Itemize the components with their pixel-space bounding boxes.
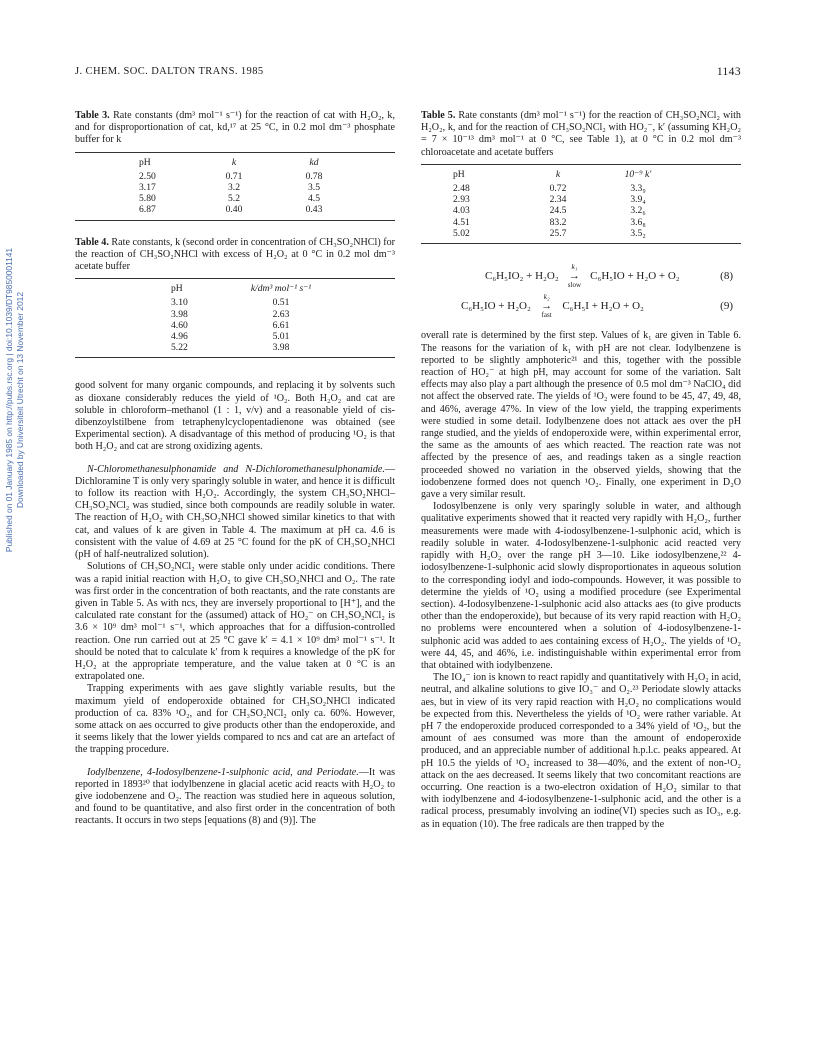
table5-top-rule	[421, 164, 741, 165]
table5-cell: 5.02	[453, 227, 470, 239]
table5-block	[421, 110, 741, 244]
table5-cell: 2.93	[453, 194, 470, 206]
table5-row	[453, 183, 683, 194]
table4-cell: 3.10	[171, 297, 188, 309]
table5-row	[453, 217, 683, 228]
table4-label: Table 4.	[75, 236, 109, 248]
right-paragraph-1: overall rate is determined by the first step. Values of k₁ are given in Table 6. The reasons for the variation of k₁ with pH are not clear. Iodylbenzene is reported to be slightly amphoteric²¹ and this, together with the possible reaction of HO₂⁻ at high pH, may account for some of the variation. Salt effects may also play a part although the presence of 0.5 mol dm⁻³ NaClO₄ did not affect the observed rate. The yields of ¹O₂ were found to be 45, 47, 49, 48, and 46%, average 47%. In view of the low yield, the trapping experiments were studied in some detail. Iodylbenzene does not attack aes over the pH range studied, and the yields of endoperoxide were, within experimental error, the same as the amounts of aes which reacted. The reaction rate was not affected by the presence of aes, and readings taken as a single reaction proceeded showed no variation in the observed yields, showing that the iodobenzene formed does not quench ¹O₂. Finally, one experiment in D₂O gave a very similar result.	[421, 330, 741, 501]
table4-cell: 3.98	[171, 308, 188, 320]
table3-top-rule	[75, 152, 395, 153]
table3-row	[139, 204, 359, 215]
table5-header-0: pH	[453, 168, 465, 180]
table4-header-0: pH	[171, 283, 183, 295]
right-paragraph-3: The IO₄⁻ ion is known to react rapidly and quantitatively with H₂O₂ in acid, neutral, and alkaline solutions to give IO₃⁻ and O₂.²³ Periodate slowly attacks aes, but in view of its very rapid reaction with H₂O₂ no complications would be expected from this. Nevertheless the yields of ¹O₂ were rather variable. At pH 7 the endoperoxide produced corresponded to a 34% yield of ¹O₂, but the amount of aes consumed was more than the amount of endoperoxide produced, and an appreciable number of additional h.p.l.c. peaks appeared. At pH 10.5 the yields of ¹O₂ increased to 38—40%, and the extent of non-¹O₂ attack on the aes decreased. It seems likely that two concomitant reactions are occurring. One reaction is a two-electron oxidation of H₂O₂ similar to that with iodylbenzene and 4-iodosylbenzene-1-sulphonic acid, and the other is a radical process, presumably involving an iodine(VI) species such as IO₃, e.g. as in equation (10). The free radicals are then trapped by the	[421, 672, 741, 830]
table4-row	[171, 331, 321, 342]
page-header	[75, 66, 741, 80]
equation-9: C₆H₅IO + H₂O₂ → k₂ fast C₆H₅I + H₂O + O₂ (9)	[461, 292, 733, 320]
section-heading-sulphonamide: N-Chloromethanesulphonamide and N-Dichloromethanesulphonamide.	[87, 463, 385, 475]
right-column	[421, 110, 741, 831]
table5-row	[453, 194, 683, 205]
left-paragraph-4: Trapping experiments with aes gave slightly variable results, but the maximum yield of endoperoxide obtained for CH₃SO₂NHCl indicated production of ca. 83% ¹O₂, and for CH₃SO₂NCl₂ only ca. 60%. However, some attack on aes occurred to give products other than the endoperoxide, and it seems likely that the lower yields compared to ncs and cat are an artefact of the trapping procedure.	[75, 683, 395, 756]
table4-cell: 4.96	[171, 331, 188, 343]
table3-row	[139, 193, 359, 204]
table5-cell: 3.5₂	[630, 227, 646, 239]
side-link-published[interactable]: Published on 01 January 1985 on http://pubs.rsc.org | doi:10.1039/DT9850001141	[4, 247, 14, 553]
table5-header-2: 10⁻⁹ k′	[624, 168, 652, 180]
equation-8-number: (8)	[720, 270, 733, 283]
left-column	[75, 110, 395, 828]
table5-cell: 4.51	[453, 216, 470, 228]
left-paragraph-3: Solutions of CH₃SO₂NCl₂ were stable only under acidic conditions. There was a rapid initial reaction with H₂O₂ to give CH₃SO₂NHCl and O₂. The rate was first order in the concentration of both reactants, and the rate constants are given in Table 5. As with ncs, they are inversely proportional to [H⁺], and the calculated rate constant for the (assumed) attack of HO₂⁻ on CH₃SO₂NCl₂ is 3.6 × 10⁹ dm³ mol⁻¹ s⁻¹, which approaches that for a diffusion-controlled reaction. One run carried out at 25 °C gave k′ = 4.1 × 10⁹ dm³ mol⁻¹ s⁻¹. It should be noted that to calculate k′ from k requires a knowledge of the pK for H₂O₂ at the appropriate temperature, and the value taken at 0 °C is an extrapolated one.	[75, 561, 395, 683]
table3-cell: 4.5	[308, 193, 320, 205]
table3-cell: 5.2	[228, 193, 240, 205]
table3-cell: 5.80	[139, 193, 156, 205]
table5-cell: 3.9₄	[630, 194, 646, 206]
table4-cell: 4.60	[171, 319, 188, 331]
table3-header-1: k	[231, 156, 237, 168]
table4	[171, 283, 321, 353]
table3-cell: 2.50	[139, 170, 156, 182]
table4-header-1: k/dm³ mol⁻¹ s⁻¹	[250, 283, 312, 295]
table3-cell: 3.5	[308, 182, 320, 194]
table5-header-1: k	[555, 168, 561, 180]
table3-label: Table 3.	[75, 110, 110, 121]
journal-title: J. CHEM. SOC. DALTON TRANS. 1985	[75, 66, 264, 77]
table3-header-0: pH	[139, 156, 151, 168]
section-heading-iodylbenzene: Iodylbenzene, 4-Iodosylbenzene-1-sulphonic acid, and Periodate.	[87, 766, 359, 778]
table3-cell: 6.87	[139, 204, 156, 216]
table5-cell: 2.34	[549, 194, 567, 206]
table4-caption: Table 4. Rate constants, k (second order in concentration of CH₃SO₂NHCl) for the reaction of CH₃SO₂NHCl with excess of H₂O₂ at 0 °C in 0.2 mol dm⁻³ acetate buffer	[75, 236, 395, 273]
left-paragraph-5: Iodylbenzene, 4-Iodosylbenzene-1-sulphonic acid, and Periodate.—It was reported in 1893²⁰ that iodylbenzene in glacial acetic acid reacts with H₂O₂ to give iodobenzene and O₂. The reaction was studied here in aqueous solution, and found to be quantitative, and also first order in the concentration of both reactants. It occurs in two steps [equations (8) and (9)]. The	[75, 766, 396, 827]
table5-cell: 3.6₈	[630, 216, 646, 228]
table5-row	[453, 205, 683, 216]
left-paragraph-2: N-Chloromethanesulphonamide and N-Dichloromethanesulphonamide.—Dichloramine T is only very sparingly soluble in water, and hence it is difficult to follow its reaction with H₂O₂. Accordingly, the system CH₃SO₂NHCl–CH₃SO₂NCl₂ was studied, since both compounds are readily soluble in water. The reaction of H₂O₂ with CH₃SO₂NHCl showed similar kinetics to that with cat, and values of k are given in Table 4. The maximum at pH ca. 4.6 is consistent with the value of 4.69 at 25 °C found for the pK of CH₃SO₂NHCl (pH of half-neutralized solution).	[75, 463, 395, 561]
table5-cell: 25.7	[549, 227, 567, 239]
table3-cell: 0.78	[305, 170, 323, 182]
table3-cell: 0.43	[305, 204, 323, 216]
table5-cell: 4.03	[453, 205, 470, 217]
table5-cell: 83.2	[549, 216, 567, 228]
left-paragraph-1: good solvent for many organic compounds, and replacing it by solvents such as dioxane considerably reduces the yield of ¹O₂. Both H₂O₂ and cat are soluble in chloroform–methanol (1 : 1, v/v) and a reasonable yield of cis-dibenzoylstilbene from tetraphenylcyclopentadienone was obtained (see Experimental section). A disadvantage of this method of producing ¹O₂ is that both H₂O₂ and cat are strong oxidizing agents.	[75, 380, 395, 453]
table3-cell: 3.2	[228, 182, 240, 194]
table3-cell: 0.40	[225, 204, 243, 216]
table5-caption: Table 5. Rate constants (dm³ mol⁻¹ s⁻¹) for the reaction of CH₃SO₂NCl₂ with H₂O₂, k, and for the reaction of CH₃SO₂NCl₂ with HO₂⁻, k′ (assuming KH₂O₂ = 7 × 10⁻¹³ dm³ mol⁻¹ at 0 °C, see Table 1), at 0 °C in 0.2 mol dm⁻³ chloroacetate and acetate buffers	[421, 110, 741, 158]
table4-block	[75, 237, 395, 359]
right-paragraph-2: Iodosylbenzene is only very sparingly soluble in water, and although qualitative experiments showed that it reacted very rapidly with H₂O₂, further measurements were made with 4-iodosylbenzene-1-sulphonic acid, which is readily soluble in water. 4-Iodosylbenzene-1-sulphonic acid reacted very rapidly with H₂O₂ over the range pH 3—10. Like iodosylbenzene,²² 4-iodosylbenzene-1-sulphonic acid slowly disproportionates in aqueous solution to the corresponding iodyl and iodo-compounds. However, it was possible to determine the yields of ¹O₂ using a modified procedure (see Experimental section). 4-Iodosylbenzene-1-sulphonic acid also attacks aes (to give products other than the endoperoxide), but because of its very rapid reaction with H₂O₂ no problems were encountered when a solution of 4-iodosylbenzene-1-sulphonic acid was added to aes containing excess of H₂O₂. The yields of ¹O₂ were 44, 45, and 46%, i.e. indistinguishable within experimental error from that obtained with iodylbenzene.	[421, 501, 741, 671]
table4-row	[171, 342, 321, 353]
table5-cell: 24.5	[549, 205, 567, 217]
table3-caption: Table 3. Rate constants (dm³ mol⁻¹ s⁻¹) for the reaction of cat with H₂O₂, k, and for disproportionation of cat, kd,¹⁷ at 25 °C, in 0.2 mol dm⁻³ phosphate buffer for k	[75, 110, 395, 146]
table3-header-2: kd	[309, 156, 319, 168]
table5-label: Table 5.	[421, 110, 456, 121]
table4-cell: 5.01	[272, 331, 290, 343]
equation-9-number: (9)	[720, 300, 733, 313]
table4-cell: 3.98	[272, 342, 290, 354]
table3-row	[139, 182, 359, 193]
table5	[453, 169, 683, 239]
table4-cell: 6.61	[272, 319, 290, 331]
table4-bottom-rule	[75, 357, 395, 358]
table5-cell: 2.48	[453, 183, 470, 195]
table4-row	[171, 297, 321, 308]
table4-cell: 2.63	[272, 308, 290, 320]
table3	[139, 157, 359, 216]
side-watermark	[2, 180, 26, 620]
table3-block	[75, 110, 395, 221]
table5-cell: 0.72	[549, 183, 567, 195]
equation-8: C₆H₅IO₂ + H₂O₂ → k₁ slow C₆H₅IO + H₂O + O₂ (8)	[485, 262, 733, 290]
table3-cell: 3.17	[139, 182, 156, 194]
table3-bottom-rule	[75, 220, 395, 221]
table4-cell: 0.51	[272, 297, 290, 309]
table5-bottom-rule	[421, 243, 741, 244]
table4-row	[171, 309, 321, 320]
table3-cell: 0.71	[225, 170, 243, 182]
side-link-downloaded[interactable]: Downloaded by Universiteit Utrecht on 13 November 2012	[14, 292, 25, 509]
table4-row	[171, 320, 321, 331]
table3-row	[139, 171, 359, 182]
table5-cell: 3.3₉	[630, 183, 646, 195]
table5-row	[453, 228, 683, 239]
table4-cell: 5.22	[171, 342, 188, 354]
page-number: 1143	[716, 66, 741, 78]
table4-top-rule	[75, 278, 395, 279]
table5-cell: 3.2₆	[630, 205, 646, 217]
